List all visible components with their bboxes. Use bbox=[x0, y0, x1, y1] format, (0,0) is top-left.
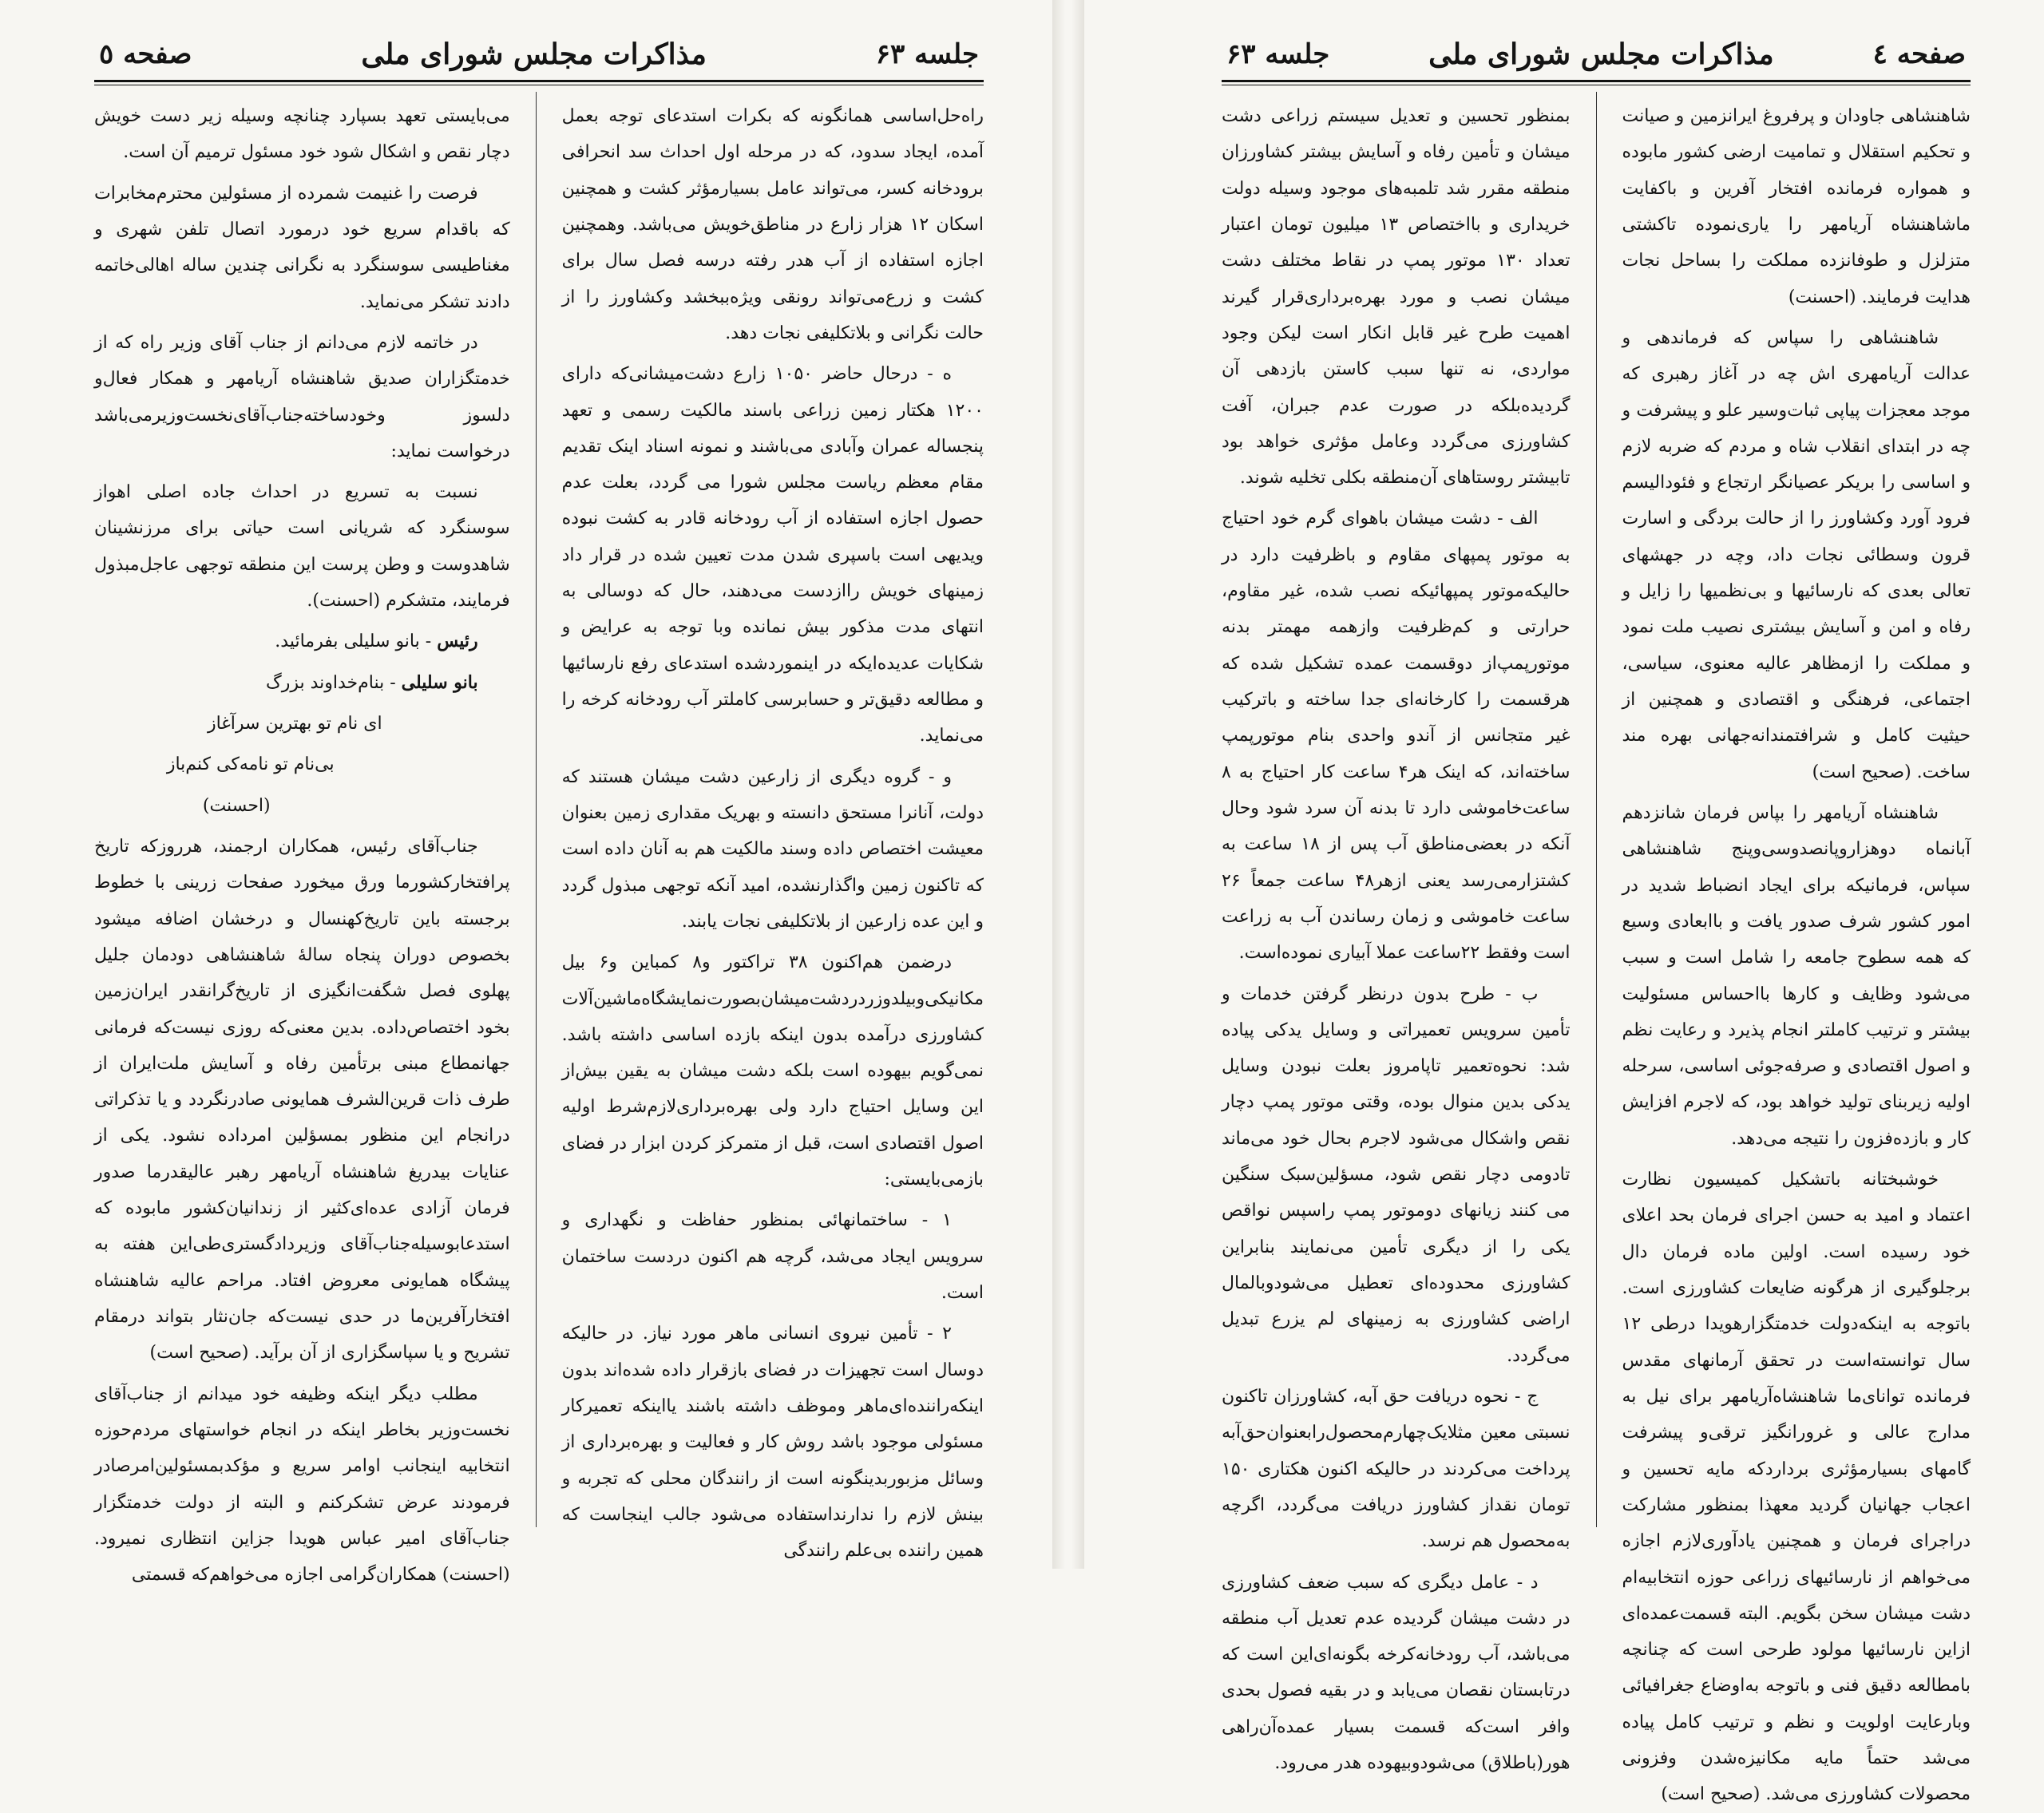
paragraph: ۱ - ساختمانهائی بمنظور حفاظت و نگهداری و سرویس ایجاد می‌شد، گرچه هم اکنون دردست ساختمان است. bbox=[561, 1210, 984, 1303]
speaker-line bbox=[94, 665, 510, 701]
page-4 bbox=[1079, 0, 2044, 1805]
paragraph: راه‌حل‌اساسی همانگونه که بکرات استدعای توجه بعمل آمده، ایجاد سدود، که در مرحله اول احداث سد انحرافی برودخانه کسر، می‌تواند عامل بسیارمؤثر کشت و همچنین اسکان ۱۲ هزار زارع در مناطق‌خویش می‌باشد. وهمچنین اجازه استفاده از آب هدر رفته درسه فصل سال برای کشت و زرع‌می‌تواند رونقی ویژه‌ببخشد وکشاورز را از حالت نگرانی و بلاتکلیفی نجات دهد. bbox=[561, 106, 984, 343]
column-divider bbox=[536, 92, 537, 1527]
page-5-columns bbox=[94, 98, 984, 1585]
column-divider bbox=[1596, 92, 1597, 1527]
paragraph: در خاتمه لازم می‌دانم از جناب آقای وزیر راه که از خدمتگزاران صدیق شاهنشاه آریامهر و همکار فعال‌و دلسوز وخودساخته‌جناب‌آقای‌نخست‌وزیرمی‌باشد درخواست نماید: bbox=[94, 332, 510, 461]
paragraph: الف - دشت میشان باهوای گرم خود احتیاج به موتور پمپهای مقاوم و باظرفیت دارد در حالیکه‌موتور پمپهائیکه نصب شده، غیر مقاوم، حرارتی و کم‌ظرفیت وازهمه مهمتر بدنه موتورپمپ‌از دوقسمت عمده تشکیل شده که هرقسمت را کارخانه‌ای جدا ساخته و باترکیب غیر متجانس از آندو واحدی بنام موتورپمپ ساخته‌اند، که اینک هر۴ ساعت کار احتیاج به ۸ ساعت‌خاموشی دارد تا بدنه آن سرد شود وحال آنکه در بعضی‌مناطق آب پس از ۱۸ ساعت به کشتزار‌می‌رسد یعنی ازهر۴۸ ساعت جمعاً ۲۶ ساعت خاموشی و زمان رساندن آب به زراعت است وفقط ۲۲ساعت عملا آبیاری نموده‌است. bbox=[1222, 509, 1571, 964]
speaker-text: - بنام‌خداوند بزرگ bbox=[266, 672, 402, 693]
page-5-column-right bbox=[561, 98, 984, 1562]
session-label: جلسه ۶۳ bbox=[875, 38, 979, 70]
page-title: مذاکرات مجلس شورای ملی bbox=[1428, 38, 1774, 71]
page-5-column-left bbox=[94, 98, 510, 1585]
paragraph: و - گروه دیگری از زارعین دشت میشان هستند که دولت، آنانرا مستحق دانسته و بهریک مقداری زمین بعنوان معیشت اختصاص داده وسند مالکیت هم به آنان داده است که تاکنون زمین واگذارنشده، امید آنکه توجهی مبذول گردد و این عده زارعین از بلاتکلیفی نجات یابند. bbox=[561, 766, 984, 932]
speaker-name: رئیس bbox=[437, 631, 478, 652]
paragraph: بمنظور تحسین و تعدیل سیستم زراعی دشت میشان و تأمین رفاه و آسایش بیشتر کشاورزان منطقه مقرر شد تلمبه‌های موجود وسیله دولت خریداری و بااختصاص ۱۳ میلیون تومان اعتبار تعداد ۱۳۰ موتور پمپ در نقاط مختلف دشت میشان نصب و مورد بهره‌برداری‌قرار گیرند اهمیت طرح غیر قابل انکار است لیکن وجود مواردی، نه تنها سبب کاستن بازدهی آن گردیده‌بلکه در صورت عدم جبران، آفت کشاورزی می‌گردد وعامل مؤثری خواهد بود تابیشتر روستاهای آن‌منطقه بکلی تخلیه شوند. bbox=[1222, 106, 1571, 489]
poem-line: بی‌نام تو نامه‌کی کنم‌باز bbox=[166, 754, 335, 775]
paragraph: نسبت به تسریع در احداث جاده اصلی اهواز سوسنگرد که شریانی است حیاتی برای مرزنشینان شاهدوست و وطن پرست این منطقه توجهی عاجل‌مبذول فرمایند، متشکرم (احسنت). bbox=[94, 482, 510, 612]
page-number: صفحه ٥ bbox=[99, 38, 192, 70]
paragraph: خوشبختانه باتشکیل کمیسیون نظارت اعتماد و امید به حسن اجرای فرمان بحد اعلای خود رسیده است. اولین ماده فرمان دال برجلوگیری از هرگونه ضایعات کشاورزی است. باتوجه به اینکه‌دولت خدمتگزارهویدا درطی ۱۲ سال توانسته‌است در تحقق آرمانهای مقدس فرمانده توانای‌ما شاهنشاه‌آریامهر برای نیل به مدارج عالی و غرورانگیز ترقی‌و پیشرفت گامهای بسیارمؤثری بردارد‌که مایه تحسین و اعجاب جهانیان گردید معهذا بمنظور مشارکت دراجرای فرمان و همچنین یادآوری‌لازم اجازه می‌خواهم از نارسائیهای زراعی حوزه انتخابیه‌ام دشت میشان سخن بگویم. البته قسمت‌عمده‌ای ازاین نارسائیها مولود طرحی است که چنانچه بامطالعه دقیق فنی و باتوجه به‌اوضاع جغرافیائی وبارعایت اولویت و نظم و ترتیب کامل پیاده می‌شد حتماً مایه مکانیزه‌شدن وفزونی محصولات کشاورزی می‌شد. (صحیح است) bbox=[1622, 1170, 1971, 1805]
paragraph: شاهنشاهی جاودان و پرفروغ ایرانزمین و صیانت و تحکیم استقلال و تمامیت ارضی کشور مابوده و همواره فرمانده افتخار آفرین و باکفایت ماشاهنشاه آریامهر را یاری‌نموده تاکشتی متزلزل و طوفانزده مملکت را بساحل نجات هدایت فرمایند. (احسنت) bbox=[1622, 106, 1971, 307]
page-5-header bbox=[94, 32, 984, 77]
page-4-header bbox=[1222, 32, 1971, 77]
paragraph: ج - نحوه دریافت حق آبه، کشاورزان تاکنون نسبتی معین مثلایک‌چهارم‌محصول‌را‌بعنوان‌حق‌آبه پرداخت می‌کردند در حالیکه اکنون هکتاری ۱۵۰ تومان نقداز کشاورز دریافت می‌گردد، اگرچه به‌محصول هم نرسد. bbox=[1222, 1386, 1571, 1552]
paragraph: ب - طرح بدون درنظر گرفتن خدمات و تأمین سرویس تعمیراتی و وسایل یدکی پیاده شد: نحوه‌تعمیر تاپامروز بعلت نبودن وسایل یدکی بدین منوال بوده، وقتی موتور پمپ دچار نقص واشکال می‌شود لاجرم بحال خود می‌ماند تادومی دچار نقص شود، مسؤلین‌سبک سنگین می کنند زیانهای دوموتور پمپ راسپس نواقص یکی را از دیگری تأمین می‌نمایند بنابراین کشاورزی محدوده‌ای تعطیل می‌شودوبالمال اراضی کشاورزی به زمینهای لم یزرع تبدیل می‌گردد. bbox=[1222, 984, 1571, 1366]
page-5 bbox=[0, 0, 1079, 1585]
speaker-name: بانو سلیلی bbox=[401, 671, 478, 693]
header-rule bbox=[94, 80, 984, 82]
paragraph: ه - درحال حاضر ۱۰۵۰ زارع دشت‌میشانی‌که دارای ۱۲۰۰ هکتار زمین زراعی باسند مالکیت رسمی و تعهد پنجساله عمران وآبادی می‌باشند و نمونه اسناد اینک تقدیم مقام معظم ریاست مجلس شورا می گردد، بعلت عدم حصول اجازه استفاده از آب رودخانه قادر به کشت نبوده ویدیهی است باسپری شدن مدت تعیین شده در قرار داد زمینهای خویش راازدست می‌دهند، حال که دوسالی به انتهای مدت مذکور بیش نمانده وبا توجه به عرایض و شکایات عدیده‌ایکه در اینمورد‌شده استدعای رفع نارسائیها و مطالعه دقیق‌تر و حسابرسی کاملتر آب رودخانه کرخه را می‌نماید. bbox=[561, 364, 984, 746]
page-4-column-right bbox=[1622, 98, 1971, 1805]
paragraph: د - عامل دیگری که سبب ضعف کشاورزی در دشت میشان گردیده عدم تعدیل آب منطقه می‌باشد، آب رودخانه‌کرخه بگونه‌ای‌این است که درتابستان نقصان می‌یابد و در بقیه فصول بحدی وافر است‌که قسمت بسیار عمده‌آن‌راهی هور(باطلاق) می‌شودوبیهوده هدر می‌رود. bbox=[1222, 1572, 1571, 1774]
header-rule bbox=[1222, 80, 1971, 82]
paragraph: فرصت را غنیمت شمرده از مسئولین محترم‌مخابرات که باقدام سریع خود درمورد اتصال تلفن شهری و مغناطیسی سوسنگرد به نگرانی چندین ساله اهالی‌خاتمه دادند تشکر می‌نماید. bbox=[94, 183, 510, 312]
poem-line: ای نام تو بهترین سرآغاز bbox=[207, 714, 382, 734]
session-label: جلسه ۶۳ bbox=[1226, 38, 1330, 70]
applause: (احسنت) bbox=[202, 795, 271, 816]
page-number: صفحه ٤ bbox=[1872, 38, 1966, 70]
paragraph: مطلب دیگر اینکه وظیفه خود میدانم از جناب‌آقای نخست‌وزیر بخاطر اینکه در انجام خواستهای مردم‌حوزه انتخابیه اینجانب اوامر سریع و مؤکدبمسئولین‌امرصادر فرمودند عرض تشکرکنم و البته از دولت خدمتگزار جناب‌آقای امیر عباس هویدا جزاین انتظاری نمیرود. (احسنت) همکاران‌گرامی اجازه می‌خواهم‌که قسمتی bbox=[94, 1384, 510, 1585]
speaker-text: - بانو سلیلی بفرمائید. bbox=[275, 631, 438, 652]
page-title: مذاکرات مجلس شورای ملی bbox=[361, 38, 707, 71]
page-4-columns bbox=[1222, 98, 1971, 1805]
speaker-line bbox=[94, 623, 510, 659]
paragraph: ۲ - تأمین نیروی انسانی ماهر مورد نیاز. در حالیکه دوسال است تجهیزات در فضای بازقرار داده شده‌اند بدون اینکه‌راننده‌ای‌ماهر وموظف داشته باشند یااینکه تعمیرکار مسئولی موجود باشد روش کار و فعالیت و بهره‌برداری از وسائل مزبور‌بدینگونه است از رانندگان محلی که تجربه و بینش لازم را ندارند‌استفاده می‌شود جالب اینجاست که همین راننده بی‌علم رانندگی bbox=[561, 1324, 984, 1562]
page-4-column-left bbox=[1222, 98, 1571, 1774]
paragraph: جناب‌آقای رئیس، همکاران ارجمند، هرروز‌که تاریخ پرافتخارکشورما ورق میخورد صفحات زرینی با خطوط برجسته باین تاریخ‌کهنسال و درخشان اضافه میشود بخصوص دوران پنجاه سالهٔ شاهنشاهی دودمان جلیل پهلوی فصل شگفت‌انگیزی از تاریخ‌گرانقدر ایران‌زمین بخود اختصاص‌داده. بدین معنی‌که روزی نیست‌که فرمانی جهانمطاع مبنی برتأمین رفاه و آسایش ملت‌ایران از طرف ذات قرین‌الشرف همایونی صادرنگردد و یا تذکراتی درانجام این منظور بمسؤلین امرداده نشود. یکی از عنایات بیدریغ شاهنشاه آریامهر رهبر عالیقدرما صدور فرمان آزادی عده‌ای‌کثیر از زندانیان‌کشور مابوده که استدعابوسیله‌جناب‌آقای وزیردادگستری‌طی‌این هفته به پیشگاه همایونی معروض افتاد. مراحم عالیه شاهنشاه افتخارآفرین‌ما در حدی نیست‌که جان‌نثار بتواند درمقام تشریح و یا سپاسگزاری از آن برآید. (صحیح است) bbox=[94, 836, 510, 1364]
paragraph: شاهنشاهی را سپاس که فرماندهی و عدالت آریامهری اش چه در آغاز رهبری که موجد معجزات پیاپی ثبات‌وسیر علو و پیشرفت و چه در ابتدای انقلاب شاه و مردم که ضربه لازم و اساسی را بریکر عصیانگر ارتجاع و فئودالیسم فرود آورد وکشاورز را از حالت بردگی و اسارت قرون وسطائی نجات داد، وچه در جهشهای تعالی بعدی که نارسائیها و بی‌نظمیها را زایل و رفاه و امن و آسایش بیشتری نصیب ملت نمود و مملکت را ازمظاهر عالیه معنوی، سیاسی، اجتماعی، فرهنگی و اقتصادی و همچنین از حیثیت کامل و شرافتمندانه‌جهانی بهره مند ساخت. (صحیح است) bbox=[1622, 327, 1971, 782]
paragraph: شاهنشاه آریامهر را بپاس فرمان شانزدهم آبانماه دوهزاروپانصدوسی‌وپنج شاهنشاهی سپاس، فرمانیکه برای ایجاد انضباط شدید در امور کشور شرف صدور یافت و باابعادی وسیع که همه سطوح جامعه را شامل است و سبب می‌شود وظایف و کارها بااحساس مسئولیت بیشتر و ترتیب کاملتر انجام پذیرد و رعایت نظم و اصول اقتصادی و صرفه‌جوئی اساسی، سرحله اولیه زیربنای تولید خواهد بود، که لاجرم افزایش کار و بازده‌فزون را نتیجه می‌دهد. bbox=[1622, 802, 1971, 1149]
paragraph: می‌بایستی تعهد بسپارد چنانچه وسیله زیر دست خویش دچار نقص و اشکال شود خود مسئول ترمیم آن است. bbox=[94, 106, 510, 163]
paragraph: درضمن هم‌اکنون ۳۸ تراکتور و۸ کمباین و۶ بیل مکانیکی‌وبیلدوزر‌دردشت‌میشان‌بصورت‌نمایشگاه‌ماشین‌آلات کشاورزی درآمده بدون اینکه بازده اساسی داشته باشد. نمی‌گویم بیهوده است بلکه دشت میشان به یقین بیش‌از این وسایل احتیاج دارد ولی بهره‌برداری‌لازم‌شرط اولیه اصول اقتصادی است، قبل از متمرکز کردن ابزار در فضای بازمی‌بایستی: bbox=[561, 952, 984, 1190]
